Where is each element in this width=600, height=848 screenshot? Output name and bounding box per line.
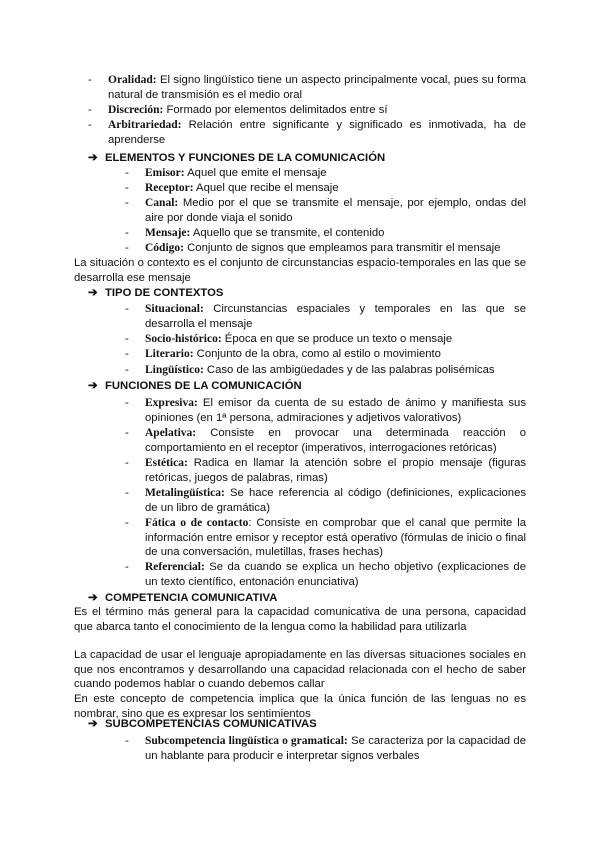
list-item-fatica <box>125 516 527 560</box>
term-description: El signo lingüístico tiene un aspecto principalmente vocal, pues su forma natural de transmisión es el medio oral <box>108 74 526 101</box>
term-label: Emisor: <box>145 167 185 179</box>
arrow-right-icon: ➔ <box>88 287 98 299</box>
list-item-referencial <box>125 560 526 589</box>
dash-bullet: - <box>88 104 92 116</box>
list-item-mensaje <box>125 226 526 241</box>
list-item-estetica <box>125 456 526 485</box>
term-description: Se hace referencia al código (definiciones, explicaciones de un libro de gramática) <box>145 487 526 514</box>
list-item-linguistico <box>125 363 526 378</box>
term-label: Situacional: <box>145 303 204 315</box>
dash-bullet: - <box>125 348 129 360</box>
heading-text: FUNCIONES DE LA COMUNICACIÓN <box>105 380 302 392</box>
term-description: Aquello que se transmite, el contenido <box>190 227 385 239</box>
list-item-discrecion <box>88 103 526 118</box>
term-label: Subcompetencia lingüística o gramatical: <box>145 735 348 747</box>
dash-bullet: - <box>125 561 129 573</box>
term-description: Medio por el que se transmite el mensaje, por ejemplo, ondas del aire por donde viaja el sonido <box>145 197 526 224</box>
paragraph-competencia-3: En este concepto de competencia implica que la única función de las lenguas no es nombrar, sino que es expresar los sentimientos <box>74 693 526 720</box>
list-item-metalinguistica <box>125 486 526 515</box>
term-description: Conjunto de signos que empleamos para transmitir el mensaje <box>183 242 501 254</box>
section-heading-competencia <box>88 591 277 606</box>
list-item-codigo <box>125 241 526 256</box>
list-item-subcompetencia-linguistica <box>125 734 526 763</box>
term-label: Fática o de contacto <box>145 517 249 529</box>
section-heading-elementos <box>88 151 385 166</box>
dash-bullet: - <box>125 517 129 529</box>
arrow-right-icon: ➔ <box>88 152 98 164</box>
arrow-right-icon: ➔ <box>88 718 98 730</box>
dash-bullet: - <box>125 457 129 469</box>
arrow-right-icon: ➔ <box>88 592 98 604</box>
heading-text: SUBCOMPETENCIAS COMUNICATIVAS <box>105 718 317 730</box>
term-label: Receptor: <box>145 182 194 194</box>
dash-bullet: - <box>125 182 129 194</box>
dash-bullet: - <box>125 427 129 439</box>
term-description: : Consiste en comprobar que el canal que permite la información entre emisor y receptor está operativo (fórmulas de inicio o final de una conversación, muletillas, frases hechas) <box>145 517 527 559</box>
term-label: Mensaje: <box>145 227 191 239</box>
term-label: Código: <box>145 242 184 254</box>
heading-text: ELEMENTOS Y FUNCIONES DE LA COMUNICACIÓN <box>105 152 386 164</box>
term-description: Caso de las ambigüedades y de las palabras polisémicas <box>203 364 495 376</box>
term-label: Apelativa: <box>145 427 197 439</box>
term-label: Socio-histórico: <box>145 333 222 345</box>
term-description: Relación entre significante y significado es inmotivada, ha de aprenderse <box>108 119 526 146</box>
term-description: Radica en llamar la atención sobre el propio mensaje (figuras retóricas, juegos de palabras, rimas) <box>145 457 526 484</box>
list-item-canal <box>125 196 526 225</box>
heading-text: COMPETENCIA COMUNICATIVA <box>105 592 278 604</box>
dash-bullet: - <box>125 487 129 499</box>
term-description: Conjunto de la obra, como al estilo o movimiento <box>193 348 441 360</box>
term-label: Literario: <box>145 348 194 360</box>
section-heading-funciones <box>88 379 302 394</box>
dash-bullet: - <box>88 119 92 131</box>
term-description: Se da cuando se explica un hecho objetivo (explicaciones de un texto científico, entonación enunciativa) <box>145 561 526 588</box>
term-description: Consiste en provocar una determinada reacción o comportamiento en el receptor (imperativos, interrogaciones retóricas) <box>145 427 526 454</box>
term-label: Canal: <box>145 197 179 209</box>
paragraph-competencia-2: La capacidad de usar el lenguaje apropiadamente en las diversas situaciones sociales en que nos encontramos y desarrollando una capacidad relacionada con el hecho de saber cuando podemos hablar o cuando debemos callar <box>74 649 526 691</box>
term-description: Aquel que recibe el mensaje <box>193 182 339 194</box>
dash-bullet: - <box>125 735 129 747</box>
paragraph-competencia-1: Es el término más general para la capacidad comunicativa de una persona, capacidad que abarca tanto el conocimiento de la lengua como la habilidad para utilizarla <box>74 606 526 633</box>
term-label: Discreción: <box>108 104 164 116</box>
dash-bullet: - <box>125 197 129 209</box>
list-item-apelativa <box>125 426 526 455</box>
term-label: Lingüístico: <box>145 364 204 376</box>
term-description: Se caracteriza por la capacidad de un hablante para producir e interpretar signos verbales <box>145 735 526 762</box>
term-description: Época en que se produce un texto o mensaje <box>221 333 453 345</box>
term-label: Referencial: <box>145 561 205 573</box>
heading-text: TIPO DE CONTEXTOS <box>105 287 224 299</box>
term-description: Formado por elementos delimitados entre sí <box>163 104 388 116</box>
list-item-receptor <box>125 181 526 196</box>
term-label: Oralidad: <box>108 74 157 86</box>
dash-bullet: - <box>125 227 129 239</box>
term-description: Aquel que emite el mensaje <box>184 167 327 179</box>
term-label: Estética: <box>145 457 188 469</box>
term-label: Arbitrariedad: <box>108 119 182 131</box>
dash-bullet: - <box>125 303 129 315</box>
dash-bullet: - <box>125 242 129 254</box>
list-item-oralidad <box>88 73 526 102</box>
dash-bullet: - <box>125 397 129 409</box>
dash-bullet: - <box>125 333 129 345</box>
list-item-socio-historico <box>125 332 526 347</box>
dash-bullet: - <box>125 167 129 179</box>
term-label: Expresiva: <box>145 397 198 409</box>
list-item-arbitrariedad <box>88 118 526 147</box>
section-heading-tipo-contextos <box>88 286 223 301</box>
dash-bullet: - <box>125 364 129 376</box>
term-description: Circunstancias espaciales y temporales en las que se desarrolla el mensaje <box>145 303 526 330</box>
term-label: Metalingüística: <box>145 487 225 499</box>
paragraph-situacion: La situación o contexto es el conjunto de circunstancias espacio-temporales en las que se desarrolla ese mensaje <box>74 257 526 284</box>
section-heading-subcompetencias <box>88 717 317 732</box>
arrow-right-icon: ➔ <box>88 380 98 392</box>
term-description: El emisor da cuenta de su estado de ánimo y manifiesta sus opiniones (en 1ª persona, admiraciones y adjetivos valorativos) <box>145 397 526 424</box>
dash-bullet: - <box>88 74 92 86</box>
list-item-emisor <box>125 166 526 181</box>
list-item-expresiva <box>125 396 526 425</box>
list-item-literario <box>125 347 526 362</box>
list-item-situacional <box>125 302 526 331</box>
